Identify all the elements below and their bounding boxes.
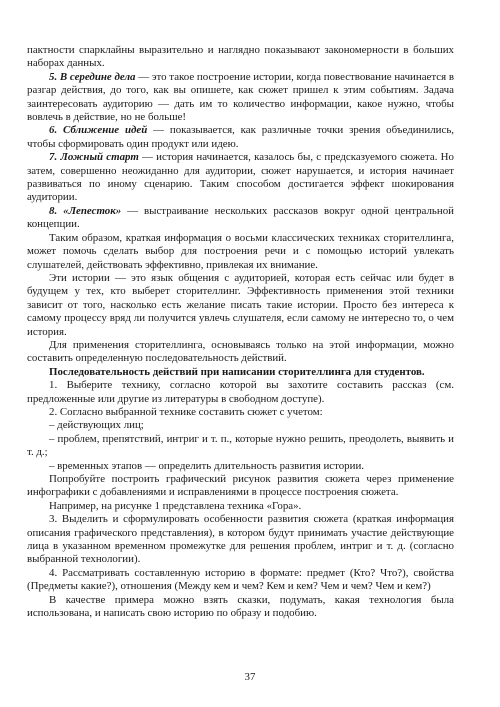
step-3: 3. Выделить и сформулировать особенности развития сюжета (краткая информация описания графического представления), в котором будут принимать участие действующие лица в указанном временном промежутке для решения проблем, интриг и т. д. (согласно выбранной технологии).: [27, 513, 454, 566]
paragraph-application: Для применения сторителлинга, основываясь только на этой информации, можно составить определенную последовательность действий.: [27, 338, 454, 365]
paragraph-0: пактности спарклайны выразительно и наглядно показывают закономерности в больших наборах данных.: [27, 44, 454, 70]
term-technique-8: 8. «Лепесток»: [49, 204, 122, 217]
term-technique-7: 7. Ложный старт: [49, 151, 139, 164]
list-item-characters: – действующих лиц;: [49, 419, 144, 432]
list-item-problems: – проблем, препятствий, интриг и т. п., которые нужно решить, преодолеть, выявить и т. д.;: [27, 432, 454, 459]
step-4: 4. Рассматривать составленную историю в формате: предмет (Кто? Что?), свойства (Предметы какие?), отношения (Между кем и чем? Кем и кем? Чем и чем? Чем и кем?): [27, 566, 454, 593]
paragraph-fairy-tales: В качестве примера можно взять сказки, подумать, какая технология была использована, и написать свою историю по образу и подобию.: [27, 593, 454, 620]
term-technique-5: 5. В середине дела: [49, 70, 136, 83]
body-text: [27, 44, 454, 620]
section-heading: Последовательность действий при написании сторителлинга для студентов.: [49, 365, 425, 378]
paragraph-example-figure: Например, на рисунке 1 представлена техника «Гора».: [49, 499, 302, 512]
term-technique-6: 6. Сближение идей: [49, 124, 148, 137]
paragraph-technique-5: 5. В середине дела — это такое построение истории, когда повествование начинается в разгар действия, до того, как вы опишете, как сюжет пришел к этим событиям. Задача заинтересовать аудиторию — дать им то количество информации, какое нужно, чтобы вовлечь в действие, но не больше!: [27, 70, 454, 124]
paragraph-technique-7: 7. Ложный старт — история начинается, казалось бы, с предсказуемого сюжета. Но затем, совершенно неожиданно для аудитории, сюжет нарушается, и история начинает развиваться по иному сценарию. Таким способом достигается эффект шокирования аудитории.: [27, 151, 454, 204]
paragraph-stories: Эти истории — это язык общения с аудиторией, которая есть сейчас или будет в будущем у тех, кто выберет сторителлинг. Эффективность применения этой техники зависит от того, насколько есть желание писать такие истории. Просто без интереса к самому процессу вряд ли получится увлечь слушателя, если самому не интересно то, о чем история.: [27, 271, 454, 338]
page-number: 37: [244, 671, 256, 683]
paragraph-summary: Таким образом, краткая информация о восьми классических техниках сторителлинга, может помочь сделать выбор для построения речи и с помощью историй увлекать слушателей, действовать эффективно, привлекая их внимание.: [27, 231, 454, 271]
paragraph-infographic: Попробуйте построить графический рисунок развития сюжета через применение инфографики с добавлениями и исправлениями в процессе построения сюжета.: [27, 473, 454, 499]
step-1: 1. Выберите технику, согласно которой вы захотите составить рассказ (см. предложенные или другие из литературы в свободном доступе).: [27, 379, 454, 405]
list-item-stages: – временных этапов — определить длительность развития истории.: [49, 459, 365, 472]
paragraph-technique-6: 6. Сближение идей — показывается, как различные точки зрения объединились, чтобы сформировать один продукт или идею.: [27, 124, 455, 150]
paragraph-technique-8: 8. «Лепесток» — выстраивание нескольких рассказов вокруг одной центральной концепции.: [27, 204, 454, 231]
step-2: 2. Согласно выбранной технике составить сюжет с учетом:: [49, 405, 323, 418]
